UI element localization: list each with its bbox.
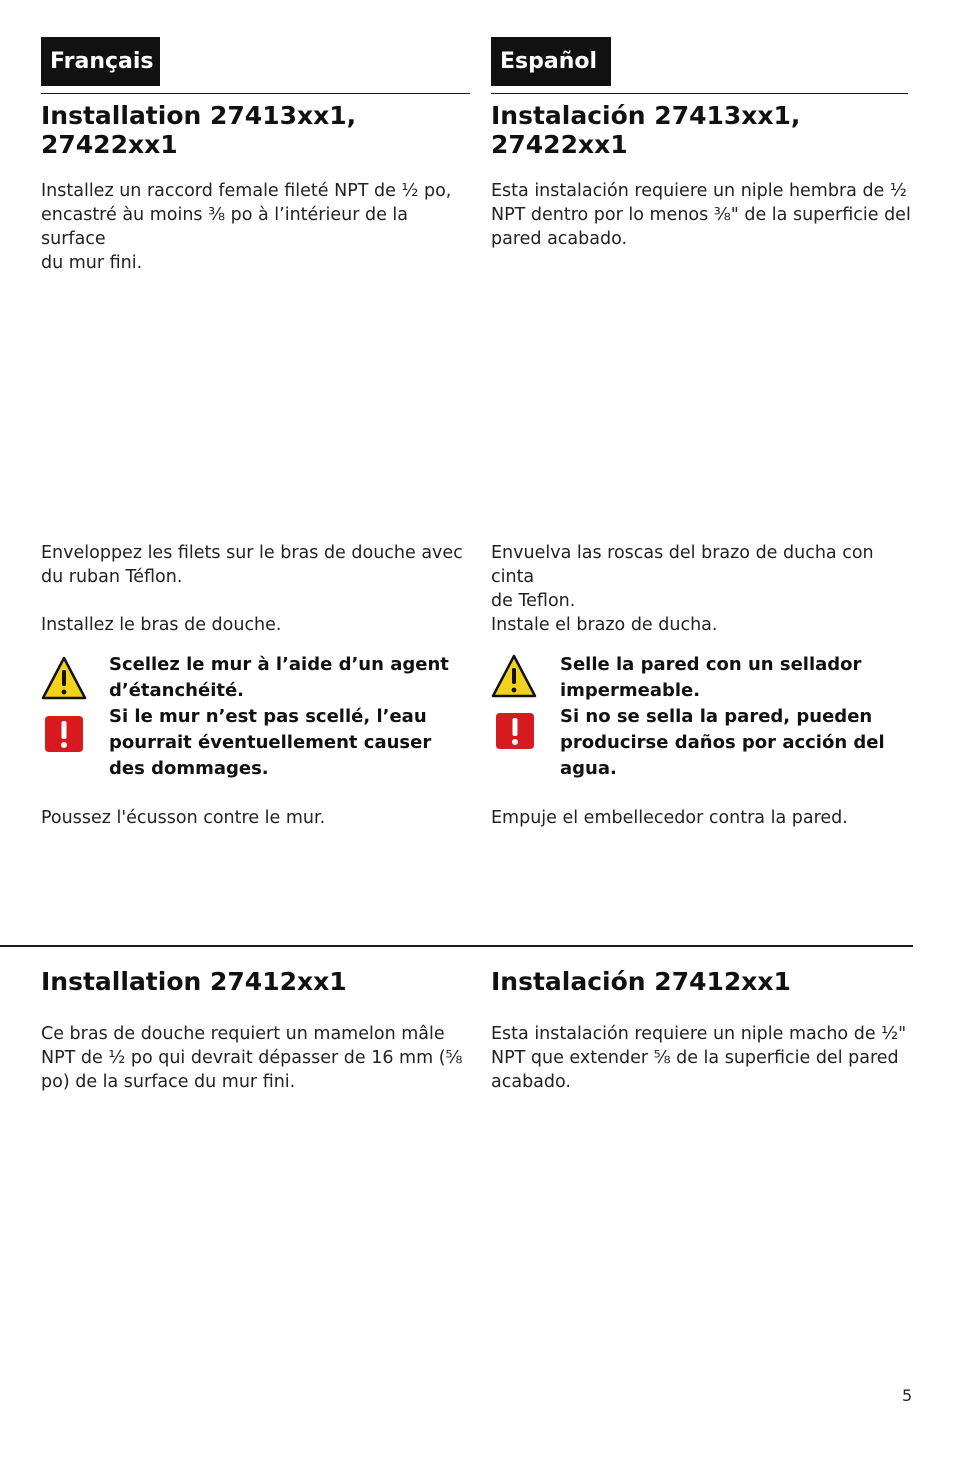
language-tab-french: Français xyxy=(41,37,160,86)
warning-line: d’étanchéité. xyxy=(109,680,245,701)
exclamation-icon xyxy=(494,711,536,751)
wrap-threads-spanish xyxy=(491,541,916,613)
text-line: Esta instalación requiere un niple hembra de ½ xyxy=(491,181,907,201)
warning-triangle-icon xyxy=(491,654,537,698)
text-line: Enveloppez les filets sur le bras de douche avec xyxy=(41,543,463,563)
warning-line: Selle la pared con un sellador xyxy=(560,654,862,675)
text-line: acabado. xyxy=(491,1072,571,1092)
wrap-threads-french xyxy=(41,541,466,589)
text-line: Envuelva las roscas del brazo de ducha con cinta xyxy=(491,543,874,587)
install-arm-french: Installez le bras de douche. xyxy=(41,615,282,635)
section-divider xyxy=(0,945,913,947)
text-line: Ce bras de douche requiert un mamelon mâle xyxy=(41,1024,445,1044)
warning-line: des dommages. xyxy=(109,758,269,779)
section2-text-french xyxy=(41,1022,466,1094)
warning-text-french xyxy=(109,652,469,782)
text-line: NPT que extender ⅝ de la superficie del pared xyxy=(491,1048,899,1068)
title-line: Installation 27413xx1, xyxy=(41,101,357,130)
top-rule-spanish xyxy=(491,93,908,94)
text-line: Esta instalación requiere un niple macho de ½" xyxy=(491,1024,907,1044)
title-line: Instalación 27413xx1, xyxy=(491,101,801,130)
warning-line: Si le mur n’est pas scellé, l’eau xyxy=(109,706,427,727)
text-line: encastré àu moins ⅜ po à l’intérieur de la surface xyxy=(41,205,408,249)
push-escutcheon-french: Poussez l'écusson contre le mur. xyxy=(41,808,326,828)
warning-line: Si no se sella la pared, pueden xyxy=(560,706,873,727)
section1-title-spanish xyxy=(491,101,911,159)
section2-text-spanish xyxy=(491,1022,916,1094)
text-line: Installez un raccord female fileté NPT de ½ po, xyxy=(41,181,452,201)
warning-line: pourrait éventuellement causer xyxy=(109,732,432,753)
install-arm-spanish: Instale el brazo de ducha. xyxy=(491,615,718,635)
top-rule-french xyxy=(41,93,470,94)
warning-line: producirse daños por acción del xyxy=(560,732,885,753)
page-number: 5 xyxy=(902,1386,913,1405)
warning-line: agua. xyxy=(560,758,617,779)
section2-title-spanish: Instalación 27412xx1 xyxy=(491,967,791,996)
warning-text-spanish xyxy=(560,652,920,782)
warning-triangle-icon xyxy=(41,656,87,700)
text-line: po) de la surface du mur fini. xyxy=(41,1072,296,1092)
text-line: pared acabado. xyxy=(491,229,628,249)
warning-line: Scellez le mur à l’aide d’un agent xyxy=(109,654,449,675)
text-line: NPT dentro por lo menos ⅜" de la superficie del xyxy=(491,205,911,225)
push-escutcheon-spanish: Empuje el embellecedor contra la pared. xyxy=(491,808,848,828)
section1-intro-spanish xyxy=(491,179,916,251)
text-line: de Teflon. xyxy=(491,591,576,611)
title-line: 27422xx1 xyxy=(41,130,178,159)
exclamation-icon xyxy=(43,714,85,754)
section1-intro-french xyxy=(41,179,466,275)
section1-title-french xyxy=(41,101,461,159)
language-tab-spanish: Español xyxy=(491,37,611,86)
text-line: du ruban Téflon. xyxy=(41,567,183,587)
text-line: du mur fini. xyxy=(41,253,143,273)
text-line: NPT de ½ po qui devrait dépasser de 16 mm (⅝ xyxy=(41,1048,463,1068)
section2-title-french: Installation 27412xx1 xyxy=(41,967,347,996)
warning-line: impermeable. xyxy=(560,680,701,701)
title-line: 27422xx1 xyxy=(491,130,628,159)
